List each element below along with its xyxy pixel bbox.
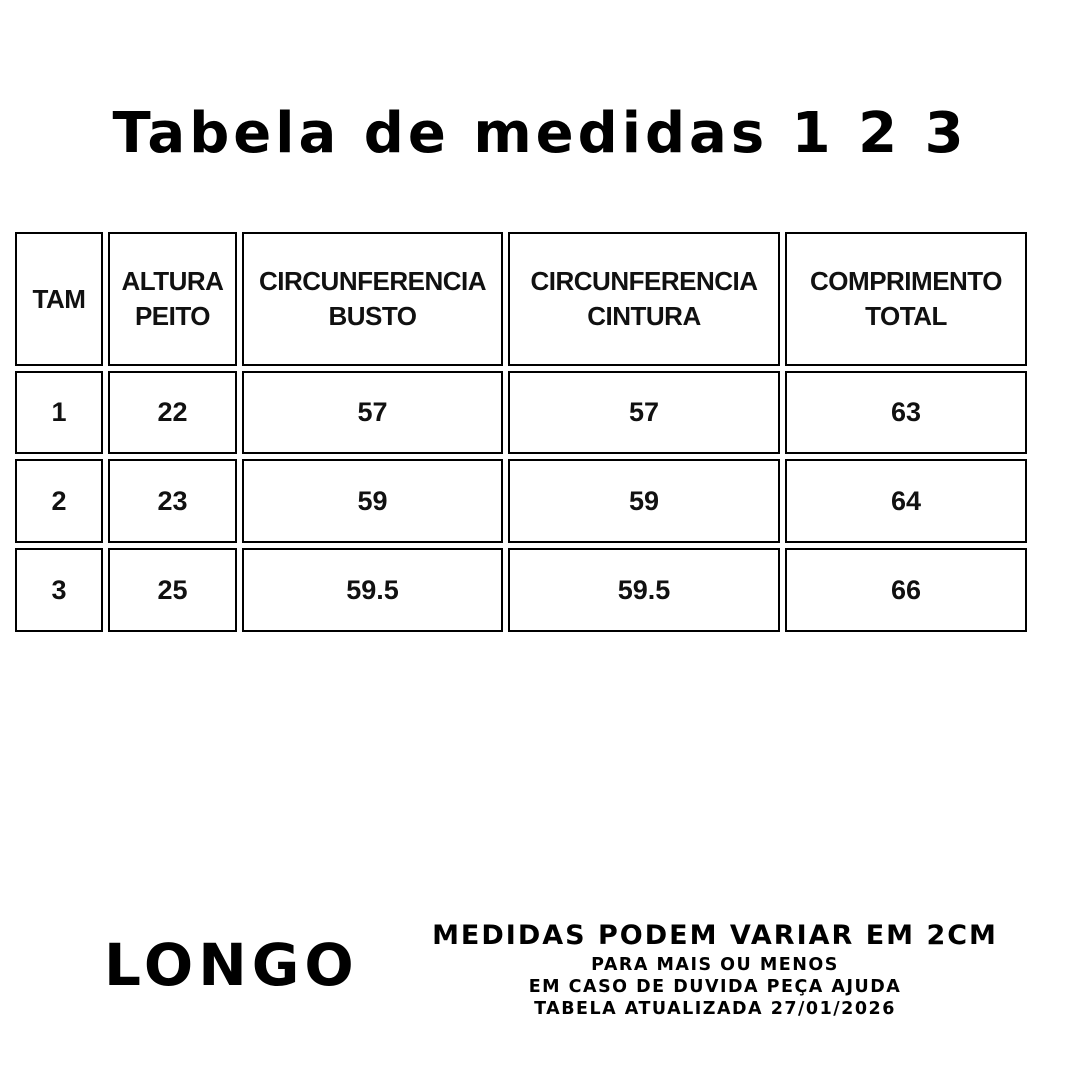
cell-value: 2 [51, 485, 67, 516]
header-label: BUSTO [328, 301, 417, 331]
notes-block [430, 918, 1000, 1020]
note-line: EM CASO DE DUVIDA PEÇA AJUDA [528, 977, 902, 997]
header-cell-altura-peito [108, 232, 237, 366]
table-cell-altura-peito [108, 459, 237, 543]
cell-value: 63 [890, 397, 922, 427]
header-label: CIRCUNFERENCIA [530, 266, 758, 296]
cell-value: 57 [628, 397, 660, 427]
table-cell-circunferencia-cintura [508, 459, 780, 543]
cell-value: 57 [357, 397, 388, 427]
table-cell-circunferencia-busto [242, 371, 503, 454]
table-cell-circunferencia-cintura [508, 548, 780, 632]
cell-value: 25 [157, 574, 188, 605]
header-cell-circunferencia-busto [242, 232, 503, 366]
variation-note: MEDIDAS PODEM VARIAR EM 2CM [432, 920, 998, 951]
cell-value: 59 [357, 485, 388, 516]
cell-value: 59.5 [346, 574, 399, 605]
header-cell-comprimento-total [785, 232, 1027, 366]
cell-value: 64 [890, 485, 922, 516]
header-label: COMPRIMENTO [810, 266, 1002, 296]
header-label: TAM [32, 283, 86, 314]
table-cell-tam [15, 371, 103, 454]
table-cell-circunferencia-cintura [508, 371, 780, 454]
header-label: CIRCUNFERENCIA [259, 266, 486, 296]
header-label: ALTURA [121, 266, 224, 296]
cell-value: 23 [157, 485, 188, 516]
table-cell-altura-peito [108, 548, 237, 632]
table-cell-comprimento-total [785, 371, 1027, 454]
header-cell-tam [15, 232, 103, 366]
note-line: TABELA ATUALIZADA 27/01/2026 [534, 999, 896, 1019]
table-cell-comprimento-total [785, 548, 1027, 632]
header-label: TOTAL [865, 301, 947, 331]
header-cell-circunferencia-cintura [508, 232, 780, 366]
table-cell-comprimento-total [785, 459, 1027, 543]
header-label: PEITO [134, 301, 211, 331]
table-cell-circunferencia-busto [242, 459, 503, 543]
cell-value: 59 [628, 485, 660, 516]
table-cell-tam [15, 459, 103, 543]
cell-value: 1 [51, 397, 67, 427]
cell-value: 66 [890, 574, 922, 605]
header-label: CINTURA [587, 301, 701, 331]
page-title: Tabela de medidas 1 2 3 [112, 101, 968, 166]
model-name: LONGO [104, 931, 359, 999]
cell-value: 59.5 [617, 574, 671, 605]
cell-value: 22 [157, 397, 188, 427]
cell-value: 3 [51, 574, 67, 605]
table-cell-circunferencia-busto [242, 548, 503, 632]
table-cell-altura-peito [108, 371, 237, 454]
note-line: PARA MAIS OU MENOS [591, 955, 839, 975]
table-cell-tam [15, 548, 103, 632]
